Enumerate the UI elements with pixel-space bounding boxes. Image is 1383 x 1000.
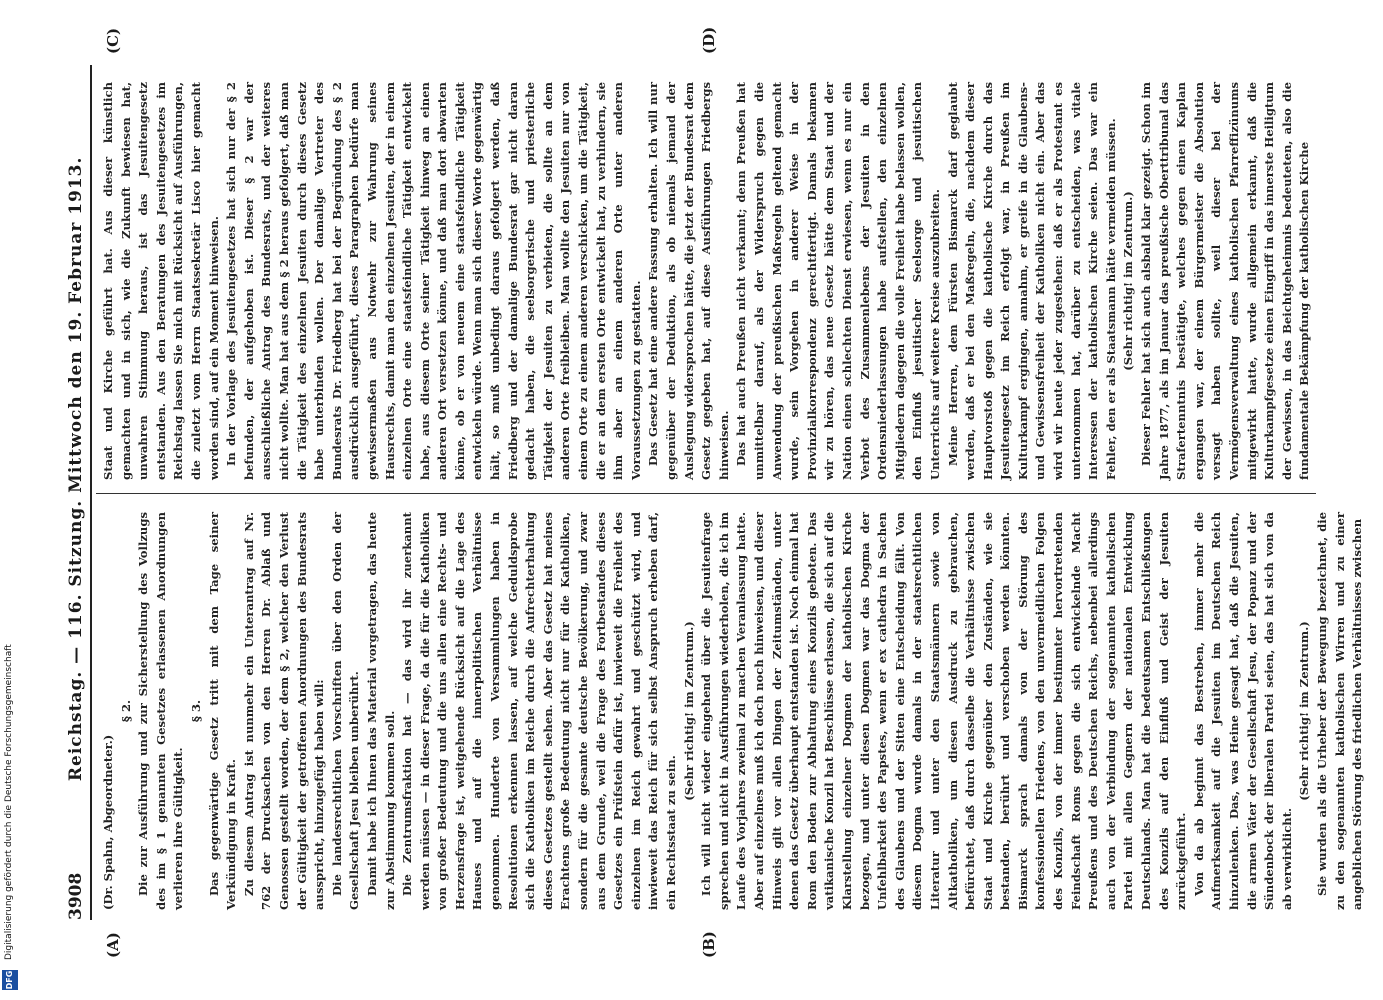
paragraph: Ich will nicht wieder eingehend über die Jesuitenfrage sprechen und nicht in Ausführungen wiederholen, die ich im Laufe des Vorjahres zweimal zu machen Veranlassung hatte. Aber auf einzelnes muß ich doch noch hinweisen, und dieser Hinweis gilt vor allen Dingen der Zeitumständen, unter denen das Gesetz überhaupt entstanden ist. Noch einmal hat Rom den Boden zur Abhaltung eines Konzils geboten. Das vatikanische Konzil hat Beschlüsse erlassen, die sich auf die Klarstellung einzelner Dogmen der katholischen Kirche bezogen, und unter diesen Dogmen war das Dogma der Unfehlbarkeit des Papstes, wenn er ex cathedra in Sachen des Glaubens und der Sitten eine Entscheidung fällt. Von diesem Dogma wurde damals in der staatsrechtlichen Literatur und unter den Staatsmännern sowie von Altkatholiken, um diesen Ausdruck zu gebrauchen, befürchtet, daß durch dasselbe die Verhältnisse zwischen Staat und Kirche gegenüber den Zuständen, wie sie bestanden, berührt und verschoben werden könnten. Bismarck sprach damals von der Störung des konfessionellen Friedens, von den unvermeidlichen Folgen des Konzils, von der immer bestimmter hervortretenden Feindschaft Roms gegen die sich entwickelnde Macht Preußens und des Deutschen Reichs, nebenbei allerdings auch von der Verbindung der sogenannten katholischen Partei mit allen Gegnern der nationalen Entwicklung Deutschlands. Man hat die bedeutsamen Entschließungen des Konzils auf den Einfluß und Geist der Jesuiten zurückgeführt. (699, 512, 1189, 910)
page-number: 3908 (66, 872, 86, 920)
section-heading: § 3. (188, 699, 203, 723)
paragraph: In der Vorlage des Jesuitengesetzes hat sich nur der § 2 befunden, der aufgehoben ist. Dieser § 2 war der ausschließliche Antrag des Bundesrats, und der weiteres nicht wollte. Man hat aus dem § 2 heraus gefolgert, daß man die Tätigkeit des einzelnen Jesuiten durch dieses Gesetz habe unterbinden wollen. Der damalige Vertreter des Bundesrats Dr. Friedberg hat bei der Begründung des § 2 ausdrücklich ausgeführt, dieses Paragraphen bedürfe man gewissermaßen aus Notwehr zur Wahrung seines Hausrechts, damit man den einzelnen Jesuiten, der in einem einzelnen Orte eine staatsfeindliche Tätigkeit entwickelt habe, aus diesem Orte seiner Tätigkeit hinweg an einen anderen Ort versetzen könne, und daß man dort abwarten könne, ob er von neuem eine staatsfeindliche Tätigkeit entwickeln würde. Wenn man sich dieser Worte gegenwärtig hält, so muß unbedingt daraus gefolgert werden, daß Friedberg und der damalige Bundesrat gar nicht daran gedacht haben, die seelsorgerische und priesterliche Tätigkeit der Jesuiten zu verbieten, die sollte an dem anderen Orte freibleiben. Man wollte den Jesuiten nur von einem Orte zu einem anderen verschicken, um die Tätigkeit, die er an dem ersten Orte entwickelt hat, zu verhindern, sie ihm aber an einem anderen Orte unter anderen Voraussetzungen zu gestatten. (224, 82, 643, 480)
speaker-label: (Dr. Spahn, Abgeordneter.) (101, 734, 115, 910)
paragraph: Meine Herren, dem Fürsten Bismarck darf geglaubt werden, daß er bei den Maßregeln, die, nachdem dieser Hauptvorstoß gegen die katholische Kirche durch das Jesuitengesetz im Reich erfolgt war, in Preußen im Kulturkampf ergingen, annahm, er greife in die Glaubens- und Gewissensfreiheit der Katholiken nicht ein. Aber das wird wir heute jeder zugestehen: daß er als Protestant es unternommen hat, darüber zu entscheiden, was vitale Interessen der katholischen Kirche seien. Das war ein Fehler, den er als Staatsmann hätte vermeiden müssen. (945, 82, 1118, 480)
margin-marker-d: (D) (700, 26, 718, 54)
section-text: Die zur Ausführung und zur Sicherstellung des Vollzugs des im § 1 genannten Gesetzes erlassenen Anordnungen verlieren ihre Gültigkeit. (136, 512, 186, 910)
paragraph: Das Gesetz hat eine andere Fassung erhalten. Ich will nur gegenüber der Deduktion, als ob niemals jemand der Auslegung widersprochen hätte, die jetzt der Bundesrat dem Gesetz gegeben hat, auf diese Ausführungen Friedbergs hinweisen. (646, 82, 731, 480)
paragraph: Sie wurden als die Urheber der Bewegung bezeichnet, die zu den sogenannten katholischen Wirren und zu einer angeblichen Störung des friedlichen Verhältnisses zwischen (1314, 512, 1365, 910)
interjection: (Sehr richtig! im Zentrum.) (1121, 191, 1136, 371)
margin-marker-c: (C) (104, 27, 122, 54)
margin-marker-a: (A) (104, 932, 122, 958)
paragraph: Von da ab beginnt das Bestreben, immer mehr die Aufmerksamkeit auf die Jesuiten im Deutschen Reich hinzulenken. Das, was Heine gesagt hat, daß die Jesuiten, die armen Väter der Gesellschaft Jesu, der Popanz und der Sündenbock der liberalen Partei seien, das hat sich von da ab verwirklicht. (1191, 512, 1294, 910)
column-divider (96, 493, 1316, 494)
dfg-logo: DFG (2, 970, 18, 990)
interjection: (Sehr richtig! im Zentrum.) (681, 621, 696, 801)
right-column (100, 82, 1310, 480)
paragraph: Damit habe ich Ihnen das Material vorgetragen, das heute zur Abstimmung kommen soll. (364, 512, 397, 910)
interjection: (Sehr richtig! im Zentrum.) (1297, 621, 1312, 801)
digitization-caption: Digitalisierung gefördert durch die Deutsche Forschungsgemeinschaft (4, 644, 14, 960)
page-title: Reichstag. — 116. Sitzung. Mittwoch den 19. Februar 1913. (66, 156, 86, 782)
digitization-sidebar (0, 0, 22, 1000)
page-header (50, 65, 92, 920)
margin-marker-b: (B) (700, 931, 718, 958)
page-content (30, 0, 1365, 958)
paragraph: Dieser Fehler hat sich auch alsbald klar gezeigt. Schon im Jahre 1877, als im Januar das preußische Oberttribunal das Strafertenntnis bestätigte, welches gegen einen Kaplan ergangen war, der einem Bürgermeister die Absolution versagt haben sollte, weil dieser bei der Vermögensverwaltung eines katholischen Pfarreffizünums mitgewirkt hatte, wurde allgemein erkannt, daß die Kulturkampfgesetze einen Eingriff in das innerste Heiligtum der Gewissen, in das Beichtgeheimnis bedeuteten, also die fundamentale Bekämpfung der katholischen Kirche (1139, 82, 1312, 480)
paragraph: Staat und Kirche geführt hat. Aus dieser künstlich gemachten und in sich, wie die Zukunft bewiesen hat, unwahren Stimmung heraus, ist das Jesuitengesetz entstanden. Aus den Beratungen des Jesuitengesetzes im Reichstag lassen Sie mich mit Rücksicht auf Ausführungen, die zuletzt vom Herrn Staatssekretär Lisco hier gemacht worden sind, auf ein Moment hinweisen. (101, 82, 221, 480)
paragraph: Das hat auch Preußen nicht verkannt; denn Preußen hat unmittelbar darauf, als der Widerspruch gegen die Anwendung der preußischen Maßregeln geltend gemacht wurde, sein Vorgehen in anderer Weise in der Provinzialkorrespondenz gerechtfertigt. Damals bekamen wir zu hören, das neue Gesetz hätte dem Staat und der Nation einen schlechten Dienst erwiesen, wenn es nur ein Verbot des Zusammenlebens der Jesuiten in den Ordensniederlassungen habe aufstellen, den einzelnen Mitgliedern dagegen die volle Freiheit habe belassen wollen, den Einfluß jesuitischer Seelsorge und jesuitischen Unterrichts auf weitere Kreise auszubreiten. (734, 82, 942, 480)
paragraph: Die Zentrumsfraktion hat — das wird ihr zuerkannt werden müssen — in dieser Frage, da die für die Katholiken von großer Bedeutung und die uns allen eine Rechts- und Herzensfrage ist, weitgehende Rücksicht auf die Lage des Hauses und auf die innerpolitischen Verhältnisse genommen. Hunderte von Versammlungen haben in Resolutionen erkennen lassen, auf welche Geduldsprobe sich die Katholiken im Reiche durch die Aufrechterhaltung dieses Gesetzes gestellt sehen. Aber das Gesetz hat meines Erachtens große Bedeutung nicht nur für die Katholiken, sondern für die gesamte deutsche Bevölkerung, und zwar aus dem Grunde, weil die Frage des Fortbestandes dieses Gesetzes ein Prüfstein dafür ist, inwieweit die Freiheit des einzelnen im Reich gewahrt und geschützt wird, und inwieweit das Reich für sich selbst Anspruch erheben darf, ein Rechtsstaat zu sein. (400, 512, 678, 910)
section-heading: § 2. (118, 699, 133, 723)
paragraph: Zu diesem Antrag ist nunmehr ein Unterantrag auf Nr. 762 der Drucksachen von den Herren Dr. Ablaß und Genossen gestellt worden, der dem § 2, welcher den Verlust der Gültigkeit der getroffenen Anordnungen des Bundesrats ausspricht, hinzugefügt haben will: (241, 512, 327, 910)
section-text: Das gegenwärtige Gesetz tritt mit dem Tage seiner Verkündigung in Kraft. (206, 512, 239, 910)
quoted-text: Die landesrechtlichen Vorschriften über den Orden der Gesellschaft Jesu bleiben unberührt. (329, 512, 362, 910)
left-column (100, 512, 1365, 910)
